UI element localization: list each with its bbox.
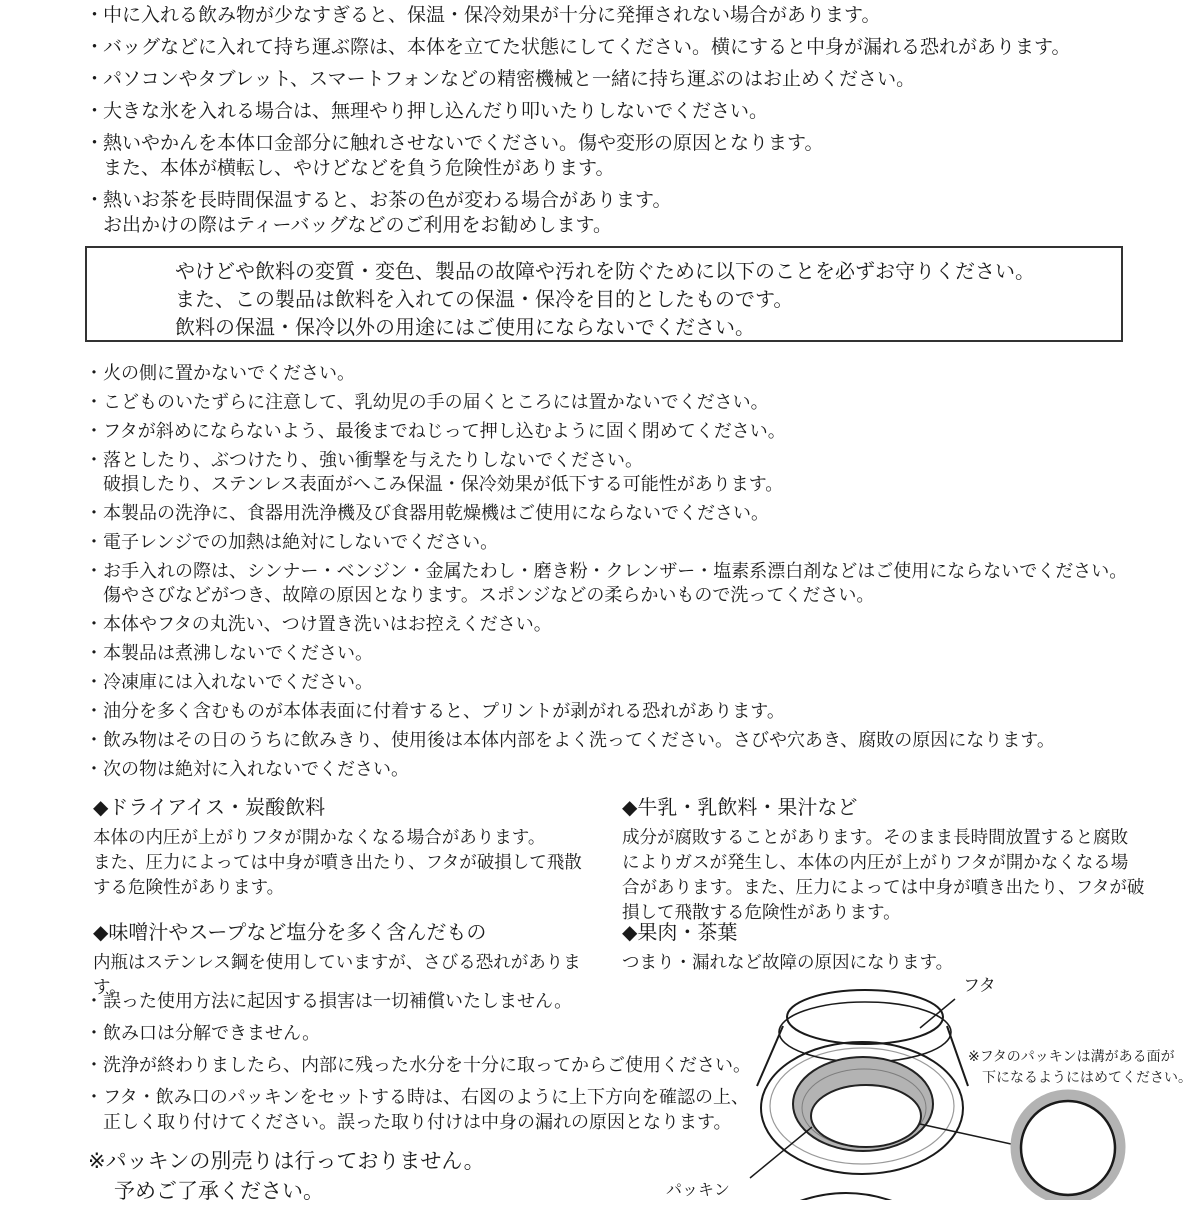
warning-item xyxy=(85,67,1175,92)
prohibited-body-line: また、圧力によっては中身が噴き出たり、フタが破損して飛散 xyxy=(93,852,582,872)
warning-item xyxy=(85,530,1185,554)
warning-item xyxy=(85,131,1175,181)
warning-line: お出かけの際はティーバッグなどのご利用をお勧めします。 xyxy=(103,215,613,236)
gasket-hole xyxy=(811,1085,921,1147)
bullet-icon: ・ xyxy=(85,991,103,1011)
packing-note-line: 予めご了承ください。 xyxy=(114,1180,324,1203)
prohibited-title: ◆牛乳・乳飲料・果汁など xyxy=(622,797,858,819)
bullet-icon: ・ xyxy=(85,614,103,634)
warning-line: また、本体が横転し、やけどなどを負う危険性があります。 xyxy=(103,158,615,179)
note-line: 飲み口は分解できません。 xyxy=(103,1023,321,1043)
bullet-icon: ・ xyxy=(85,1087,103,1107)
bullet-icon: ・ xyxy=(85,363,103,383)
warning-line: お手入れの際は、シンナー・ベンジン・金属たわし・磨き粉・クレンザー・塩素系漂白剤などはご使用にならないでください。 xyxy=(103,561,1128,581)
note-line: 洗浄が終わりましたら、内部に残った水分を十分に取ってからご使用ください。 xyxy=(103,1055,751,1075)
warning-line: 本体やフタの丸洗い、つけ置き洗いはお控えください。 xyxy=(103,614,552,634)
warning-line: 油分を多く含むものが本体表面に付着すると、プリントが剥がれる恐れがあります。 xyxy=(103,701,785,721)
warning-line: 熱いやかんを本体口金部分に触れさせないでください。傷や変形の原因となります。 xyxy=(103,133,824,154)
prohibited-block-dry-ice xyxy=(93,795,613,900)
packing-note-line: ※パッキンの別売りは行っておりません。 xyxy=(88,1150,485,1173)
warning-line: パソコンやタブレット、スマートフォンなどの精密機械と一緒に持ち運ぶのはお止めください。 xyxy=(103,69,916,90)
bullet-icon: ・ xyxy=(85,190,105,211)
bullet-icon: ・ xyxy=(85,133,105,154)
prohibited-title: ◆味噌汁やスープなど塩分を多く含んだもの xyxy=(93,922,487,944)
warning-item xyxy=(85,3,1175,28)
packing-availability-note xyxy=(88,1147,485,1207)
warning-line: 本製品は煮沸しないでください。 xyxy=(103,643,373,663)
warning-item xyxy=(85,670,1185,694)
bullet-icon: ・ xyxy=(85,450,103,470)
warning-item xyxy=(85,501,1185,525)
warning-line: こどものいたずらに注意して、乳幼児の手の届くところには置かないでください。 xyxy=(103,392,769,412)
gasket-note-line: ※フタのパッキンは溝がある面が xyxy=(968,1048,1175,1064)
prohibited-body-line: 本体の内圧が上がりフタが開かなくなる場合があります。 xyxy=(93,827,546,847)
gasket-orientation-note xyxy=(968,1046,1192,1088)
warning-line: 傷やさびなどがつき、故障の原因となります。スポンジなどの柔らかいもので洗ってください。 xyxy=(103,585,875,605)
notice-line: また、この製品は飲料を入れての保温・保冷を目的としたものです。 xyxy=(175,289,794,311)
prohibited-body-line: 合があります。また、圧力によっては中身が噴き出たり、フタが破 xyxy=(622,877,1145,897)
warning-line: 破損したり、ステンレス表面がへこみ保温・保冷効果が低下する可能性があります。 xyxy=(103,474,784,494)
warning-line: 冷凍庫には入れないでください。 xyxy=(103,672,373,692)
bullet-icon: ・ xyxy=(85,503,103,523)
notice-box xyxy=(85,246,1123,342)
top-warnings-list xyxy=(85,3,1175,245)
warning-item xyxy=(85,559,1185,607)
bullet-icon: ・ xyxy=(85,672,103,692)
warning-item xyxy=(85,728,1185,752)
notice-line: 飲料の保温・保冷以外の用途にはご使用にならないでください。 xyxy=(175,317,755,339)
warning-line: 電子レンジでの加熱は絶対にしないでください。 xyxy=(103,532,499,552)
warning-item xyxy=(85,361,1185,385)
warning-line: バッグなどに入れて持ち運ぶ際は、本体を立てた状態にしてください。横にすると中身が漏れる恐れがあります。 xyxy=(103,37,1071,58)
lid-band-outline xyxy=(779,1002,951,1062)
warning-item xyxy=(85,699,1185,723)
warning-item xyxy=(85,99,1175,124)
bullet-icon: ・ xyxy=(85,1055,103,1075)
warning-line: 落としたり、ぶつけたり、強い衝撃を与えたりしないでください。 xyxy=(103,450,643,470)
care-warnings-list xyxy=(85,361,1185,786)
bullet-icon: ・ xyxy=(85,101,105,122)
lid-label: フタ xyxy=(963,976,996,995)
prohibited-body-line: 内瓶はステンレス鋼を使用していますが、さびる恐れがあります。 xyxy=(93,952,581,997)
warning-line: 飲み物はその日のうちに飲みきり、使用後は本体内部をよく洗ってください。さびや穴あき、腐敗の原因になります。 xyxy=(103,730,1055,750)
warning-line: 大きな氷を入れる場合は、無理やり押し込んだり叩いたりしないでください。 xyxy=(103,101,769,122)
prohibited-title: ◆ドライアイス・炭酸飲料 xyxy=(93,797,326,819)
notice-line: やけどや飲料の変質・変色、製品の故障や汚れを防ぐために以下のことを必ずお守りください。 xyxy=(175,261,1035,283)
warning-line: 熱いお茶を長時間保温すると、お茶の色が変わる場合があります。 xyxy=(103,190,672,211)
note-line: 正しく取り付けてください。誤った取り付けは中身の漏れの原因となります。 xyxy=(103,1112,732,1132)
bullet-icon: ・ xyxy=(85,561,103,581)
bullet-icon: ・ xyxy=(85,1023,103,1043)
warning-item xyxy=(85,612,1185,636)
prohibited-block-soup xyxy=(93,920,613,1000)
bullet-icon: ・ xyxy=(85,759,103,779)
prohibited-body-line: によりガスが発生し、本体の内圧が上がりフタが開かなくなる場 xyxy=(622,852,1129,872)
mouthpiece-partial-outline xyxy=(800,1193,892,1200)
bullet-icon: ・ xyxy=(85,701,103,721)
warning-item xyxy=(85,390,1185,414)
note-line: 誤った使用方法に起因する損害は一切補償いたしません。 xyxy=(103,991,573,1011)
warning-item xyxy=(85,35,1175,60)
packing-leader-line xyxy=(750,1127,812,1178)
lid-top-outline xyxy=(787,990,943,1044)
lid-leader-line xyxy=(920,999,955,1028)
warning-line: 次の物は絶対に入れないでください。 xyxy=(103,759,409,779)
prohibited-block-milk xyxy=(622,795,1187,925)
bullet-icon: ・ xyxy=(85,392,103,412)
bullet-icon: ・ xyxy=(85,421,103,441)
prohibited-body-line: 損して飛散する危険性があります。 xyxy=(622,902,901,922)
bullet-icon: ・ xyxy=(85,730,103,750)
note-line: フタ・飲み口のパッキンをセットする時は、右図のように上下方向を確認の上、 xyxy=(103,1087,750,1107)
gasket-top-view-band xyxy=(1016,1095,1120,1199)
bullet-icon: ・ xyxy=(85,643,103,663)
prohibited-body-line: する危険性があります。 xyxy=(93,877,285,897)
packing-label: パッキン xyxy=(666,1182,730,1199)
warning-item xyxy=(85,757,1185,781)
warning-line: 本製品の洗浄に、食器用洗浄機及び食器用乾燥機はご使用にならないでください。 xyxy=(103,503,769,523)
prohibited-body-line: 成分が腐敗することがあります。そのまま長時間放置すると腐敗 xyxy=(622,827,1129,847)
gasket-note-line: 下になるようにはめてください。 xyxy=(982,1069,1192,1085)
bullet-icon: ・ xyxy=(85,5,105,26)
warning-item xyxy=(85,188,1175,238)
warning-item xyxy=(85,419,1185,443)
ring-leader-line xyxy=(920,1124,1011,1144)
warning-line: 火の側に置かないでください。 xyxy=(103,363,355,383)
warning-item xyxy=(85,448,1185,496)
warning-line: 中に入れる飲み物が少なすぎると、保温・保冷効果が十分に発揮されない場合があります。 xyxy=(103,5,881,26)
bullet-icon: ・ xyxy=(85,37,105,58)
warning-line: フタが斜めにならないよう、最後までねじって押し込むように固く閉めてください。 xyxy=(103,421,786,441)
prohibited-title: ◆果肉・茶葉 xyxy=(622,922,738,944)
prohibited-body-line: つまり・漏れなど故障の原因になります。 xyxy=(622,952,954,972)
warning-item xyxy=(85,641,1185,665)
lid-side-left xyxy=(757,1026,783,1086)
bullet-icon: ・ xyxy=(85,532,103,552)
bullet-icon: ・ xyxy=(85,69,105,90)
